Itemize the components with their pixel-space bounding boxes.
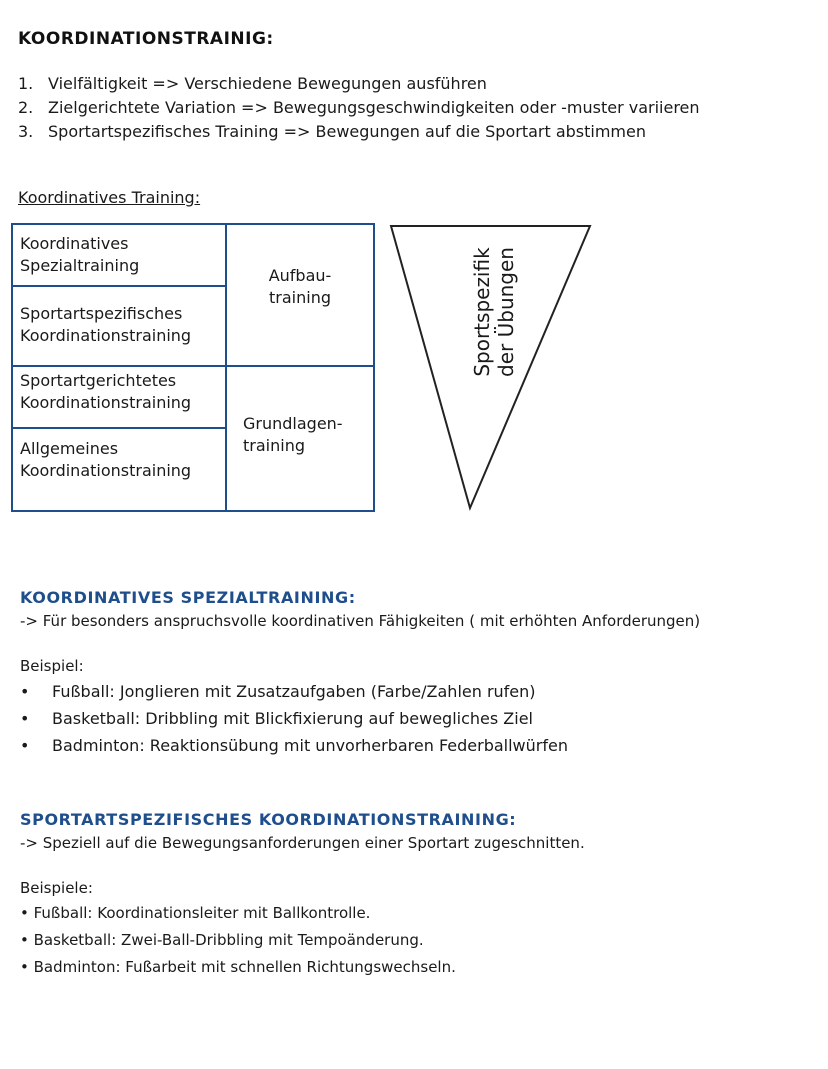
training-diagram-table [11, 223, 375, 512]
section-desc-spezialtraining: -> Für besonders anspruchsvolle koordinativen Fähigkeiten ( mit erhöhten Anforderungen) [20, 612, 701, 630]
principles-list [18, 72, 700, 144]
sportspezifik-triangle [385, 220, 600, 515]
triangle-label-line1: Sportspezifik [470, 247, 494, 377]
example-label: Beispiel: [20, 657, 84, 675]
list-item: • Badminton: Reaktionsübung mit unvorherbaren Federballwürfen [20, 736, 568, 755]
list-item: 2. Zielgerichtete Variation => Bewegungsgeschwindigkeiten oder -muster variieren [18, 98, 700, 117]
cell-allgemeines: Allgemeines Koordinationstraining [20, 439, 192, 480]
list-item: • Fußball: Jonglieren mit Zusatzaufgaben (Farbe/Zahlen rufen) [20, 682, 536, 701]
cell-sportartgerichtetes: Sportartgerichtetes Koordinationstraining [20, 371, 192, 412]
examples-list-spezialtraining [20, 678, 568, 759]
section-heading-sportartspezifisch: SPORTARTSPEZIFISCHES KOORDINATIONSTRAINING: [20, 810, 517, 829]
list-item: 3. Sportartspezifisches Training => Bewegungen auf die Sportart abstimmen [18, 122, 646, 141]
cell-aufbautraining: Aufbau- training [268, 266, 332, 307]
list-item: • Basketball: Dribbling mit Blickfixierung auf bewegliches Ziel [20, 709, 533, 728]
triangle-label-line2: der Übungen [494, 247, 518, 377]
divider [13, 285, 225, 287]
page-title: KOORDINATIONSTRAINIG: [18, 29, 274, 49]
section-heading-spezialtraining: KOORDINATIVES SPEZIALTRAINING: [20, 588, 356, 607]
cell-sportartspezifisches: Sportartspezifisches Koordinationstraining [20, 304, 192, 345]
section-desc-sportartspezifisch: -> Speziell auf die Bewegungsanforderungen einer Sportart zugeschnitten. [20, 834, 585, 852]
divider [13, 427, 225, 429]
diagram-heading: Koordinatives Training: [18, 188, 201, 207]
list-item: • Fußball: Koordinationsleiter mit Ballkontrolle. [20, 904, 371, 922]
divider [13, 365, 373, 367]
examples-list-sportartspezifisch [20, 900, 456, 981]
example-label: Beispiele: [20, 879, 93, 897]
list-item: • Badminton: Fußarbeit mit schnellen Richtungswechseln. [20, 958, 456, 976]
cell-grundlagentraining: Grundlagen- training [243, 414, 343, 455]
list-item: 1. Vielfältigkeit => Verschiedene Bewegungen ausführen [18, 74, 487, 93]
list-item: • Basketball: Zwei-Ball-Dribbling mit Tempoänderung. [20, 931, 424, 949]
cell-koordinatives-spezialtraining: Koordinatives Spezialtraining [20, 234, 140, 275]
